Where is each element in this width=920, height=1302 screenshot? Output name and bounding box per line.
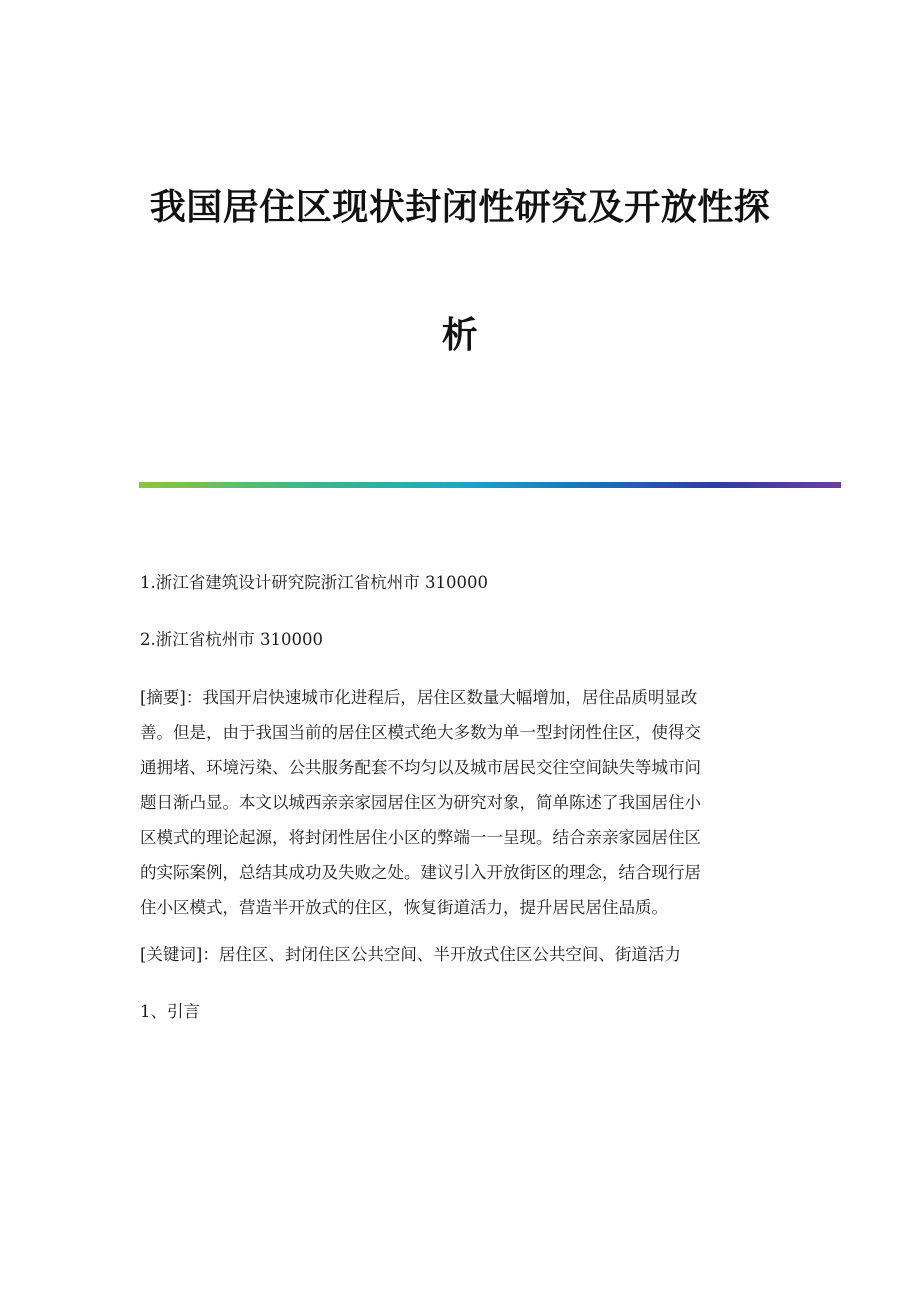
abstract-line: 的实际案例，总结其成功及失败之处。建议引入开放街区的理念，结合现行居 — [140, 863, 701, 882]
abstract-line: 通拥堵、环境污染、公共服务配套不均匀以及城市居民交往空间缺失等城市问 — [140, 758, 701, 777]
gradient-divider — [139, 482, 841, 488]
title-line-2: 析 — [441, 315, 479, 356]
title-line-1: 我国居住区现状封闭性研究及开放性探 — [149, 187, 771, 228]
keywords: [关键词]：居住区、封闭住区公共空间、半开放式住区公共空间、街道活力 — [140, 945, 681, 964]
affiliation-1: 1.浙江省建筑设计研究院浙江省杭州市 310000 — [140, 573, 488, 592]
document-title — [100, 188, 820, 356]
document-body — [140, 566, 780, 1052]
abstract-line: 题日渐凸显。本文以城西亲亲家园居住区为研究对象，简单陈述了我国居住小 — [140, 793, 701, 812]
affiliation-2: 2.浙江省杭州市 310000 — [140, 630, 323, 649]
section-heading-introduction: 1、引言 — [140, 1002, 200, 1021]
abstract-paragraph — [140, 680, 780, 925]
abstract-line: 善。但是，由于我国当前的居住区模式绝大多数为单一型封闭性住区，使得交 — [140, 723, 701, 742]
abstract-line: [摘要]：我国开启快速城市化进程后，居住区数量大幅增加，居住品质明显改 — [140, 688, 698, 707]
abstract-line: 住小区模式，营造半开放式的住区，恢复街道活力，提升居民居住品质。 — [140, 898, 668, 917]
abstract-line: 区模式的理论起源，将封闭性居住小区的弊端一一呈现。结合亲亲家园居住区 — [140, 828, 701, 847]
